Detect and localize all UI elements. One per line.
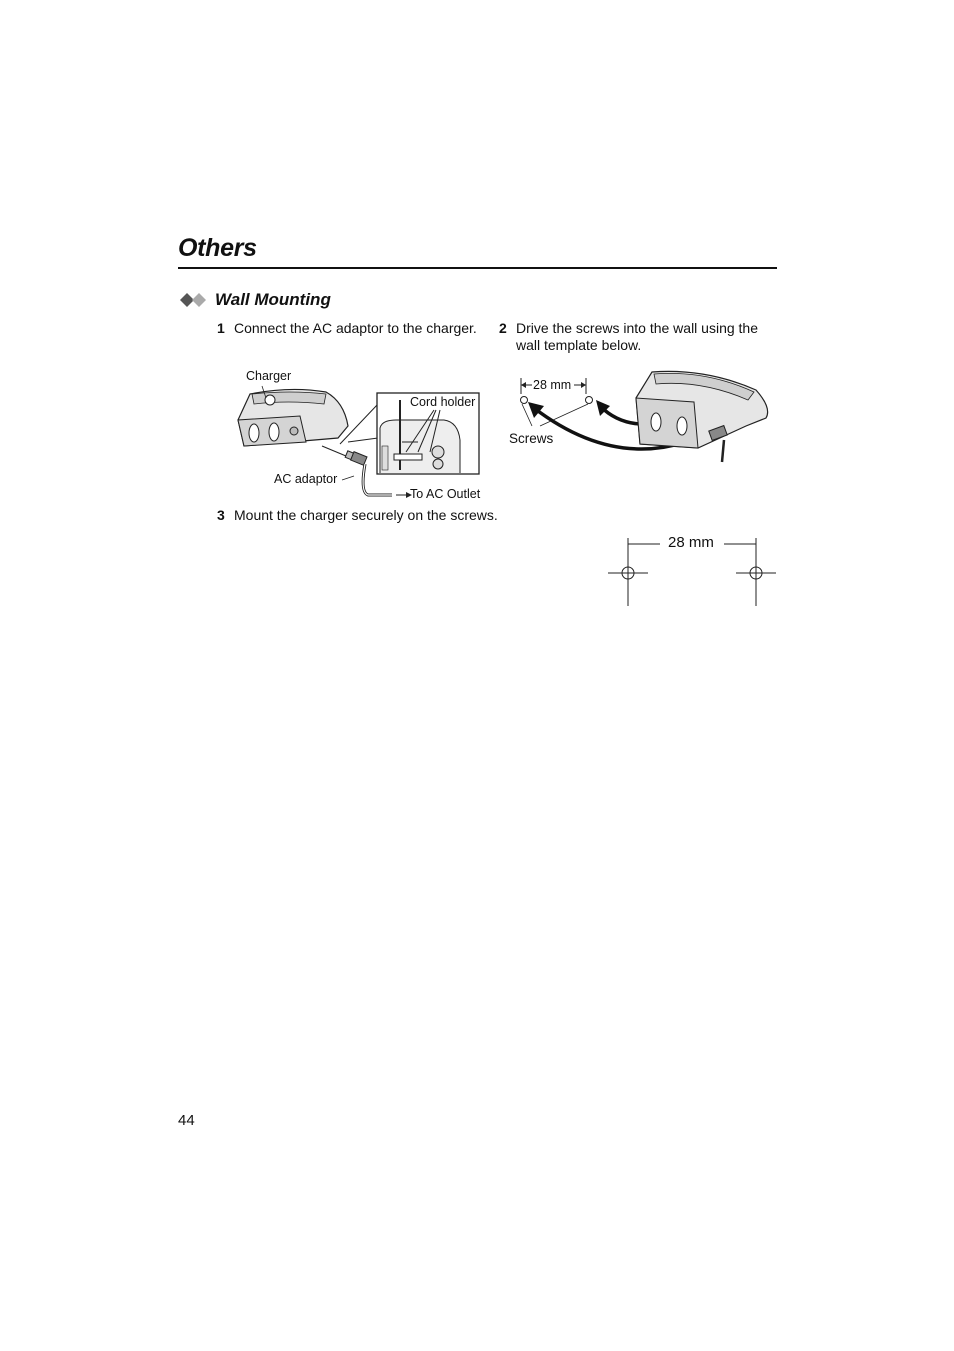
step-number: 1 xyxy=(217,320,225,336)
template-spacing-label: 28 mm xyxy=(668,534,714,551)
section-heading xyxy=(180,290,331,310)
section-title: Wall Mounting xyxy=(215,290,331,309)
step-3 xyxy=(217,507,537,527)
step-text: Mount the charger securely on the screws. xyxy=(234,507,498,523)
step-text-line-2: wall template below. xyxy=(516,337,642,353)
step-2 xyxy=(499,320,779,356)
page-number: 44 xyxy=(178,1112,195,1129)
to-ac-outlet-label: To AC Outlet xyxy=(410,487,481,501)
step-text-line-1: Drive the screws into the wall using the xyxy=(516,320,758,336)
charger-label: Charger xyxy=(246,369,292,383)
diamond-bullet-icon xyxy=(180,292,208,308)
title-rule xyxy=(178,267,777,269)
step-text: Connect the AC adaptor to the charger. xyxy=(234,320,477,336)
ac-adaptor-label: AC adaptor xyxy=(274,472,338,486)
spacing-label: 28 mm xyxy=(533,378,572,392)
step-number: 3 xyxy=(217,507,225,523)
step-number: 2 xyxy=(499,320,507,336)
screws-label: Screws xyxy=(509,431,554,446)
cord-holder-label: Cord holder xyxy=(410,395,476,409)
page-title: Others xyxy=(178,234,257,262)
step-1 xyxy=(217,320,497,340)
